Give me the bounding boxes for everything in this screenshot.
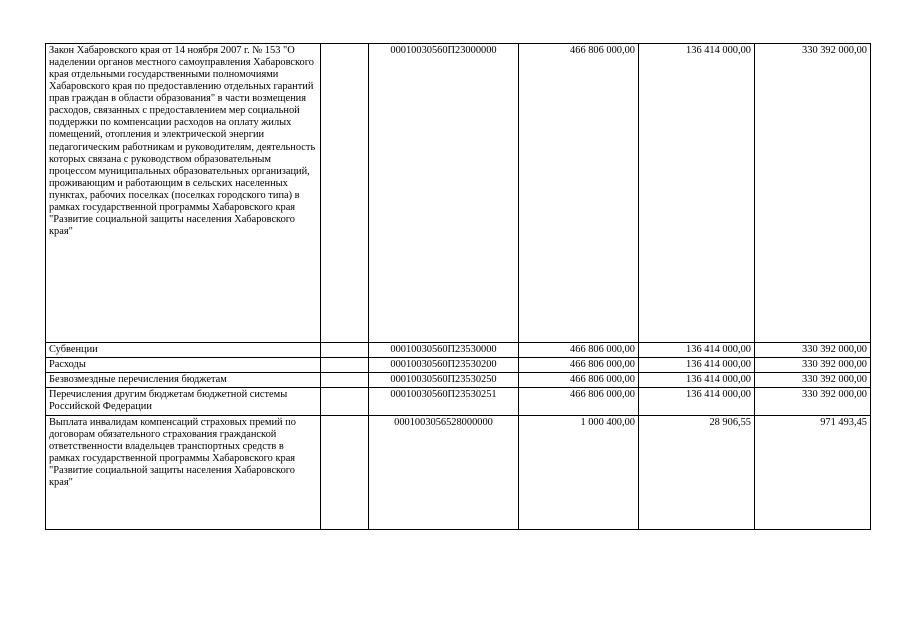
budget-code: 0001003056528000000 [369,416,519,530]
row-name: Субвенции [46,343,321,358]
empty-cell [321,343,369,358]
amount-2: 28 906,55 [639,416,755,530]
amount-3: 330 392 000,00 [755,343,871,358]
empty-cell [321,358,369,373]
table-row [46,388,871,416]
budget-code: 00010030560П23530250 [369,373,519,388]
budget-code: 00010030560П23000000 [369,44,519,343]
amount-1: 466 806 000,00 [519,373,639,388]
budget-code: 00010030560П23530000 [369,343,519,358]
amount-3: 330 392 000,00 [755,373,871,388]
amount-1: 466 806 000,00 [519,358,639,373]
amount-1: 1 000 400,00 [519,416,639,530]
amount-2: 136 414 000,00 [639,388,755,416]
table-row [46,373,871,388]
amount-1: 466 806 000,00 [519,343,639,358]
table-row [46,44,871,343]
empty-cell [321,373,369,388]
table-row [46,343,871,358]
row-name: Безвозмездные перечисления бюджетам [46,373,321,388]
budget-code: 00010030560П23530200 [369,358,519,373]
empty-cell [321,388,369,416]
budget-table [45,43,871,530]
amount-2: 136 414 000,00 [639,373,755,388]
row-name: Расходы [46,358,321,373]
row-name: Перечисления другим бюджетам бюджетной системы Российской Федерации [46,388,321,416]
amount-1: 466 806 000,00 [519,388,639,416]
table-row [46,416,871,530]
amount-1: 466 806 000,00 [519,44,639,343]
amount-2: 136 414 000,00 [639,343,755,358]
row-name: Выплата инвалидам компенсаций страховых премий по договорам обязательного страхования гражданской ответственности владельцев транспортных средств в рамках государственной программы Хабаровского края "Развитие социальной защиты населения Хабаровского края" [46,416,321,530]
empty-cell [321,44,369,343]
amount-3: 330 392 000,00 [755,44,871,343]
amount-3: 971 493,45 [755,416,871,530]
table-row [46,358,871,373]
row-name: Закон Хабаровского края от 14 ноября 2007 г. № 153 "О наделении органов местного самоуправления Хабаровского края отдельными государственными полномочиями Хабаровского края по предоставлению отдельных гарантий прав граждан в области образования" в части возмещения расходов, связанных с предоставлением мер социальной поддержки по компенсации расходов на оплату жилых помещений, отопления и электрической энергии педагогическим работникам и руководителям, деятельность которых связана с руководством образовательным процессом муниципальных образовательных организаций, проживающим и работающим в сельских населенных пунктах, рабочих поселках (поселках городского типа) в рамках государственной программы Хабаровского края "Развитие социальной защиты населения Хабаровского края" [46,44,321,343]
budget-code: 00010030560П23530251 [369,388,519,416]
amount-3: 330 392 000,00 [755,388,871,416]
amount-2: 136 414 000,00 [639,44,755,343]
amount-3: 330 392 000,00 [755,358,871,373]
amount-2: 136 414 000,00 [639,358,755,373]
empty-cell [321,416,369,530]
